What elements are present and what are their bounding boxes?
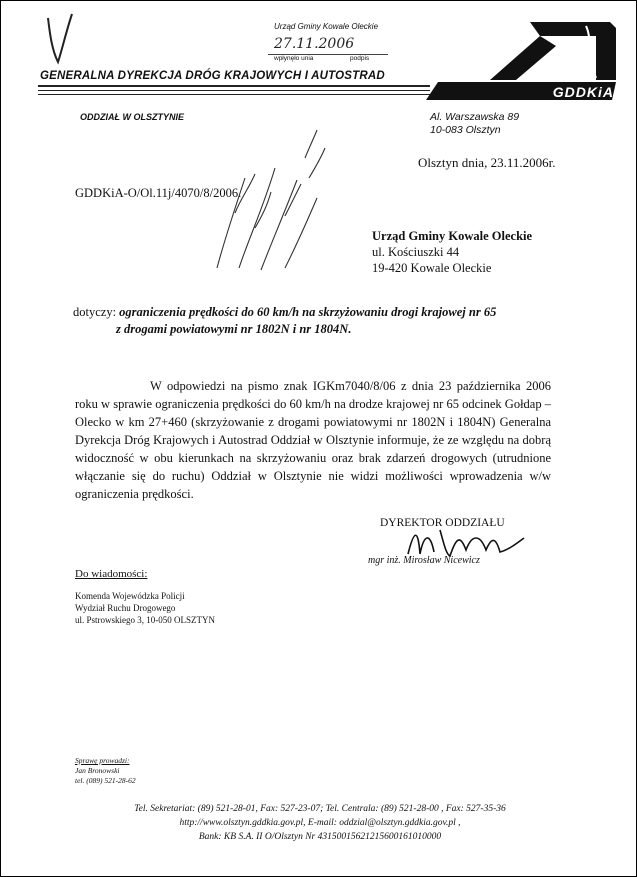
recipient-name: Urząd Gminy Kowale Oleckie xyxy=(372,229,533,243)
handwritten-initial xyxy=(40,10,80,70)
signature-name: mgr inż. Mirosław Nicewicz xyxy=(368,555,480,566)
sender-street: Al. Warszawska 89 xyxy=(430,111,520,123)
footer-web: http://www.olsztyn.gddkia.gov.pl, E-mail: oddzial@olsztyn.gddkia.gov.pl , xyxy=(179,818,461,828)
handwritten-annotation xyxy=(205,118,335,278)
subject-line-1 xyxy=(73,305,496,320)
place-date: Olsztyn dnia, 23.11.2006r. xyxy=(418,155,556,170)
letter-body: W odpowiedzi na pismo znak IGKm7040/8/06 z dnia 23 października 2006 roku w sprawie ograniczenia prędkości do 60 km/h na drodze krajowej nr 65 odcinek Gołdap – Olecko w km 27+460 (skrzyżowanie z drogami powiatowymi nr 1802N i 1804N) Generalna Dyrekcja Dróg Krajowych i Autostrad Oddział w Olsztynie informuje, że ze względu na dobrą widoczność w obu kierunkach na skrzyżowaniu oraz brak zdarzeń drogowych (utrudnione włączanie się do ruchu) Oddział w Olsztynie nie widzi możliwości wprowadzenia w/w ograniczenia prędkości. xyxy=(75,379,551,501)
signature-title: DYREKTOR ODDZIAŁU xyxy=(380,517,505,529)
notice-heading: Do wiadomości: xyxy=(75,568,148,580)
notice-line-2: Wydział Ruchu Drogowego xyxy=(75,603,176,613)
header-rule-middle xyxy=(38,90,430,91)
stamp-office: Urząd Gminy Kowale Oleckie xyxy=(274,22,379,31)
subject-text-1: ograniczenia prędkości do 60 km/h na skrzyżowaniu drogi krajowej nr 65 xyxy=(119,305,497,319)
sender-city: 10-083 Olsztyn xyxy=(430,124,501,136)
sender-branch: ODDZIAŁ W OLSZTYNIE xyxy=(80,112,184,122)
subject-line-2: z drogami powiatowymi nr 1802N i nr 1804N. xyxy=(116,322,352,336)
notice-line-3: ul. Pstrowskiego 3, 10-050 OLSZTYN xyxy=(75,615,215,625)
received-stamp xyxy=(262,22,402,66)
footer-bank: Bank: KB S.A. II O/Olsztyn Nr 43150015621215600161010000 xyxy=(198,832,442,842)
recipient-street: ul. Kościuszki 44 xyxy=(372,245,460,259)
stamp-caption-received: wpłynęło unia xyxy=(274,55,314,62)
header-rule-bottom xyxy=(38,94,430,95)
logo-text: GDDKiA xyxy=(552,84,614,100)
subject-label: dotyczy: xyxy=(73,305,117,319)
notice-line-1: Komenda Wojewódzka Policji xyxy=(75,591,185,601)
reference-number: GDDKiA-O/Ol.11j/4070/8/2006. xyxy=(75,186,242,200)
case-officer-phone: tel. (089) 521-28-62 xyxy=(75,776,136,785)
institution-title: GENERALNA DYREKCJA DRÓG KRAJOWYCH I AUTOSTRAD xyxy=(40,70,385,82)
case-officer-name: Jan Bronowski xyxy=(75,766,120,775)
case-officer-heading: Sprawę prowadzi: xyxy=(75,756,130,765)
stamp-caption-sign: podpis xyxy=(350,55,370,62)
footer-phones: Tel. Sekretariat: (89) 521-28-01, Fax: 527-23-07; Tel. Centrala: (89) 521-28-00 , Fax: 527-35-36 xyxy=(134,804,506,814)
stamp-date: 27.11.2006 xyxy=(274,36,355,52)
header-rule-top xyxy=(38,85,430,87)
recipient-city: 19-420 Kowale Oleckie xyxy=(372,261,492,275)
